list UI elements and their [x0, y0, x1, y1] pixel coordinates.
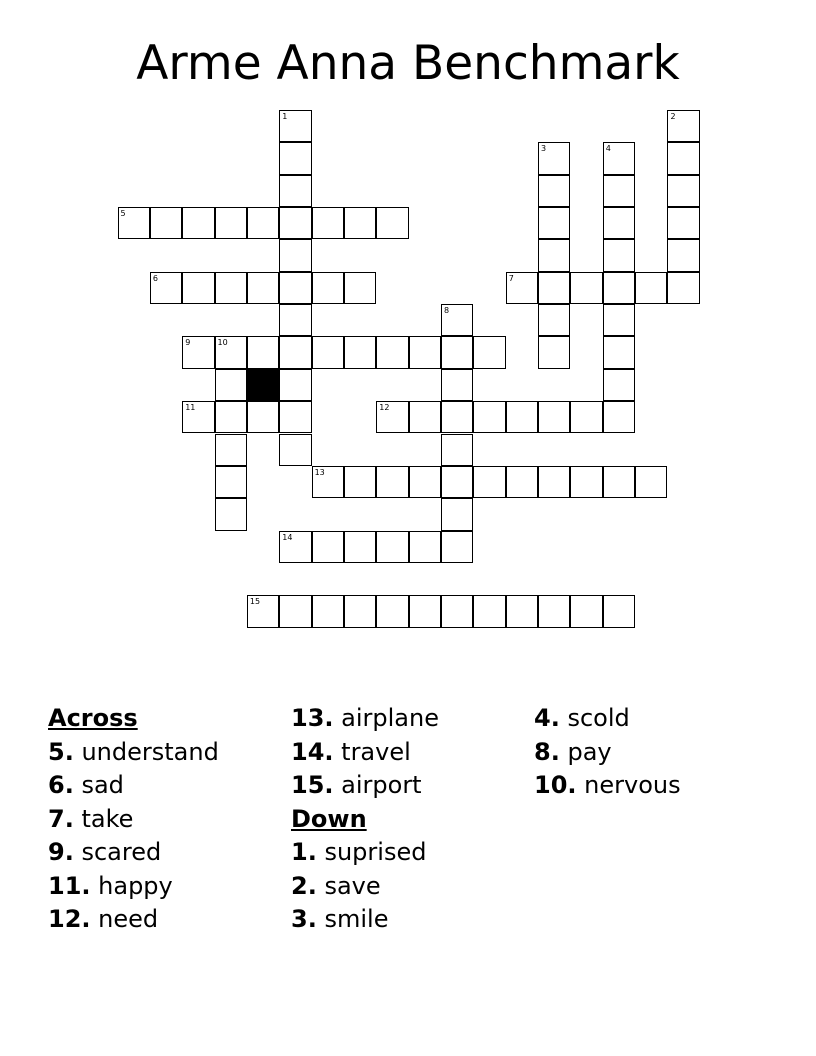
grid-cell[interactable]: [635, 466, 667, 498]
grid-cell[interactable]: [538, 401, 570, 433]
grid-cell[interactable]: [538, 239, 570, 271]
across-header: Across: [48, 704, 138, 732]
grid-cell[interactable]: [603, 272, 635, 304]
grid-cell[interactable]: [603, 466, 635, 498]
grid-cell[interactable]: [506, 272, 538, 304]
grid-cell[interactable]: [570, 272, 602, 304]
grid-cell[interactable]: [409, 401, 441, 433]
grid-cell[interactable]: [344, 595, 376, 627]
grid-cell[interactable]: [667, 142, 699, 174]
clue-across-14: 14. travel: [291, 737, 411, 766]
clue-number: 5: [120, 209, 126, 219]
clue-number: 13: [314, 467, 325, 477]
grid-cell[interactable]: [182, 207, 214, 239]
clue-down-3: 3. smile: [291, 905, 389, 933]
grid-cell[interactable]: [570, 466, 602, 498]
grid-cell[interactable]: [538, 175, 570, 207]
grid-cell[interactable]: [312, 207, 344, 239]
clue-across-12: 12. need: [48, 905, 159, 933]
clue-number: 7: [508, 273, 514, 283]
clue-number: 4: [605, 144, 611, 154]
grid-cell[interactable]: [603, 369, 635, 401]
grid-cell[interactable]: [473, 336, 505, 368]
clue-across-15: 15. airport: [291, 771, 422, 799]
grid-cell[interactable]: [215, 369, 247, 401]
grid-cell[interactable]: [603, 336, 635, 368]
clue-across-6: 6. sad: [48, 771, 124, 799]
clue-number: 10: [217, 338, 228, 348]
clue-number: 9: [185, 338, 191, 348]
grid-cell[interactable]: [279, 369, 311, 401]
blocked-cell: [247, 369, 279, 401]
clue-down-8: 8. pay: [534, 737, 612, 766]
grid-cell[interactable]: [473, 401, 505, 433]
grid-cell[interactable]: [312, 336, 344, 368]
grid-cell[interactable]: [376, 401, 408, 433]
grid-cell[interactable]: [538, 336, 570, 368]
clue-column-3: [534, 702, 774, 803]
grid-cell[interactable]: [441, 498, 473, 530]
grid-cell[interactable]: [667, 272, 699, 304]
grid-cell[interactable]: [279, 595, 311, 627]
clue-down-4: 4. scold: [534, 704, 630, 732]
grid-cell[interactable]: [441, 336, 473, 368]
grid-cell[interactable]: [409, 531, 441, 563]
grid-cell[interactable]: [603, 207, 635, 239]
clue-across-13: 13. airplane: [291, 704, 439, 732]
grid-cell[interactable]: [150, 272, 182, 304]
grid-cell[interactable]: [667, 239, 699, 271]
grid-cell[interactable]: [635, 272, 667, 304]
clue-list: [48, 702, 788, 952]
clue-number: 12: [379, 403, 390, 413]
grid-cell[interactable]: [506, 595, 538, 627]
grid-cell[interactable]: [312, 272, 344, 304]
grid-cell[interactable]: [441, 401, 473, 433]
grid-cell[interactable]: [376, 336, 408, 368]
grid-cell[interactable]: [570, 401, 602, 433]
grid-cell[interactable]: [538, 595, 570, 627]
clue-column-2: [291, 702, 531, 937]
grid-cell[interactable]: [279, 175, 311, 207]
grid-cell[interactable]: [247, 595, 279, 627]
grid-cell[interactable]: [247, 207, 279, 239]
down-header: Down: [291, 804, 367, 833]
grid-cell[interactable]: [182, 401, 214, 433]
clue-number: 2: [670, 112, 676, 121]
grid-cell[interactable]: [279, 304, 311, 336]
grid-cell[interactable]: [376, 595, 408, 627]
grid-cell[interactable]: [409, 595, 441, 627]
clue-number: 1: [282, 112, 288, 121]
clue-number: 3: [541, 144, 547, 154]
grid-cell[interactable]: [441, 369, 473, 401]
clue-number: 15: [249, 597, 261, 607]
grid-cell[interactable]: [538, 304, 570, 336]
grid-cell[interactable]: [667, 207, 699, 239]
grid-cell[interactable]: [215, 207, 247, 239]
grid-cell[interactable]: [247, 401, 279, 433]
grid-cell[interactable]: [344, 207, 376, 239]
grid-cell[interactable]: [344, 531, 376, 563]
clue-number: 11: [185, 403, 196, 413]
grid-cell[interactable]: [279, 336, 311, 368]
grid-cell[interactable]: [376, 531, 408, 563]
clue-number: 14: [282, 532, 293, 542]
grid-cell[interactable]: [247, 336, 279, 368]
grid-cell[interactable]: [473, 466, 505, 498]
grid-cell[interactable]: [376, 207, 408, 239]
grid-cell[interactable]: [409, 336, 441, 368]
grid-cell[interactable]: [215, 401, 247, 433]
grid-cell[interactable]: [603, 142, 635, 174]
clue-column-1: [48, 702, 288, 937]
grid-cell[interactable]: [182, 336, 214, 368]
clue-across-5: 5. understand: [48, 737, 219, 766]
grid-cell[interactable]: [473, 595, 505, 627]
grid-cell[interactable]: [312, 531, 344, 563]
grid-cell[interactable]: [279, 142, 311, 174]
grid-cell[interactable]: [603, 595, 635, 627]
grid-cell[interactable]: [441, 531, 473, 563]
puzzle-title: Arme Anna Benchmark: [136, 36, 680, 91]
grid-cell[interactable]: [215, 272, 247, 304]
grid-cell[interactable]: [215, 466, 247, 498]
grid-cell[interactable]: [506, 401, 538, 433]
grid-cell[interactable]: [118, 207, 150, 239]
grid-cell[interactable]: [603, 401, 635, 433]
clue-across-9: 9. scared: [48, 838, 162, 866]
grid-cell[interactable]: [279, 272, 311, 304]
clue-down-10: 10. nervous: [534, 771, 681, 799]
grid-cell[interactable]: [344, 336, 376, 368]
grid-cell[interactable]: [215, 498, 247, 530]
grid-cell[interactable]: [312, 466, 344, 498]
grid-cell[interactable]: [538, 466, 570, 498]
clue-number: 8: [444, 306, 450, 316]
grid-cell[interactable]: [279, 531, 311, 563]
grid-cell[interactable]: [279, 207, 311, 239]
grid-cell[interactable]: [506, 466, 538, 498]
grid-cell[interactable]: [279, 110, 311, 142]
grid-cell[interactable]: [538, 207, 570, 239]
grid-cell[interactable]: [603, 304, 635, 336]
grid-cell[interactable]: [150, 207, 182, 239]
clue-across-11: 11. happy: [48, 871, 173, 900]
grid-cell[interactable]: [538, 272, 570, 304]
grid-cell[interactable]: [279, 434, 311, 466]
clue-number: 6: [152, 273, 158, 283]
grid-cell[interactable]: [215, 336, 247, 368]
grid-cell[interactable]: [570, 595, 602, 627]
grid-cell[interactable]: [441, 595, 473, 627]
grid-cell[interactable]: [603, 175, 635, 207]
grid-cell[interactable]: [376, 466, 408, 498]
grid-cell[interactable]: [279, 401, 311, 433]
grid-cell[interactable]: [538, 142, 570, 174]
grid-cell[interactable]: [182, 272, 214, 304]
clue-down-1: 1. suprised: [291, 838, 427, 866]
grid-cell[interactable]: [344, 466, 376, 498]
grid-cell[interactable]: [441, 434, 473, 466]
grid-cell[interactable]: [247, 272, 279, 304]
grid-cell[interactable]: [409, 466, 441, 498]
grid-cell[interactable]: [279, 239, 311, 271]
grid-cell[interactable]: [312, 595, 344, 627]
grid-cell[interactable]: [215, 434, 247, 466]
clue-down-2: 2. save: [291, 871, 381, 900]
grid-cell[interactable]: [667, 175, 699, 207]
grid-cell[interactable]: [603, 239, 635, 271]
clue-across-7: 7. take: [48, 804, 134, 833]
grid-cell[interactable]: [441, 304, 473, 336]
grid-cell[interactable]: [441, 466, 473, 498]
grid-cell[interactable]: [344, 272, 376, 304]
grid-cell[interactable]: [667, 110, 699, 142]
